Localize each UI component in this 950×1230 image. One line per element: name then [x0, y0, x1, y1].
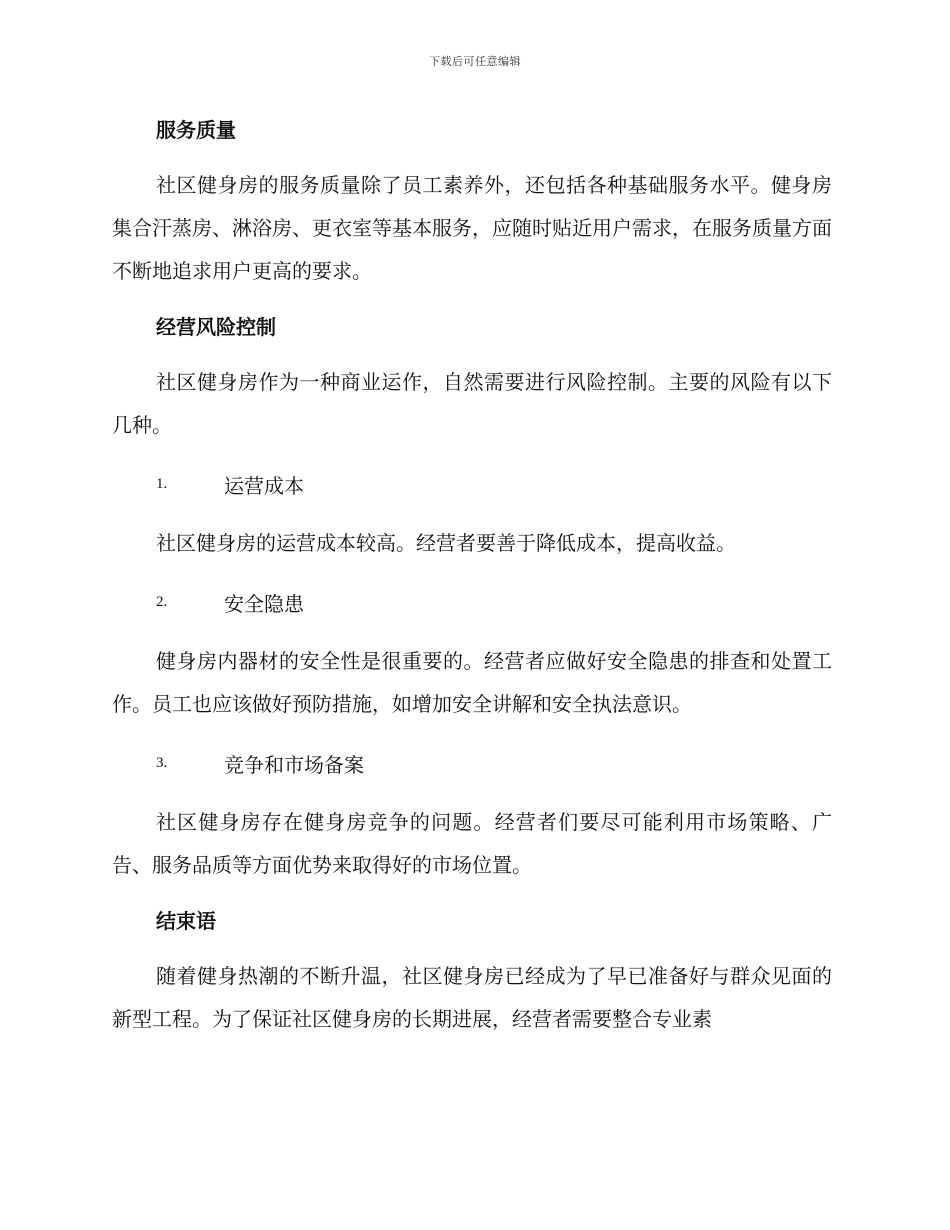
- list-number: 1.: [156, 476, 168, 492]
- paragraph-item-2: 健身房内器材的安全性是很重要的。经营者应做好安全隐患的排查和处置工作。员工也应该做好预防措施，如增加安全讲解和安全执法意识。: [112, 649, 832, 716]
- paragraph-conclusion: 随着健身热潮的不断升温，社区健身房已经成为了早已准备好与群众见面的新型工程。为了保证社区健身房的长期进展，经营者需要整合专业素: [112, 964, 832, 1031]
- list-item-1: [156, 463, 832, 506]
- list-label: 安全隐患: [224, 592, 304, 616]
- list-item-3: [156, 742, 832, 785]
- list-number: 2.: [156, 594, 168, 610]
- page-header: 下载后可任意编辑: [429, 55, 521, 68]
- document-body: [112, 112, 832, 1041]
- section-heading-conclusion: 结束语: [156, 909, 216, 933]
- section-heading-service: 服务质量: [156, 118, 236, 142]
- list-number: 3.: [156, 755, 168, 771]
- paragraph-service: 社区健身房的服务质量除了员工素养外，还包括各种基础服务水平。健身房集合汗蒸房、淋浴房、更衣室等基本服务，应随时贴近用户需求，在服务质量方面不断地追求用户更高的要求。: [112, 173, 832, 283]
- list-label: 竞争和市场备案: [224, 753, 364, 777]
- list-label: 运营成本: [224, 474, 304, 498]
- paragraph-risk-intro: 社区健身房作为一种商业运作，自然需要进行风险控制。主要的风险有以下几种。: [112, 370, 832, 437]
- paragraph-item-1: 社区健身房的运营成本较高。经营者要善于降低成本，提高收益。: [156, 531, 736, 555]
- section-heading-risk: 经营风险控制: [156, 315, 276, 339]
- paragraph-item-3: 社区健身房存在健身房竞争的问题。经营者们要尽可能利用市场策略、广告、服务品质等方面优势来取得好的市场位置。: [112, 810, 832, 877]
- list-item-2: [156, 581, 832, 624]
